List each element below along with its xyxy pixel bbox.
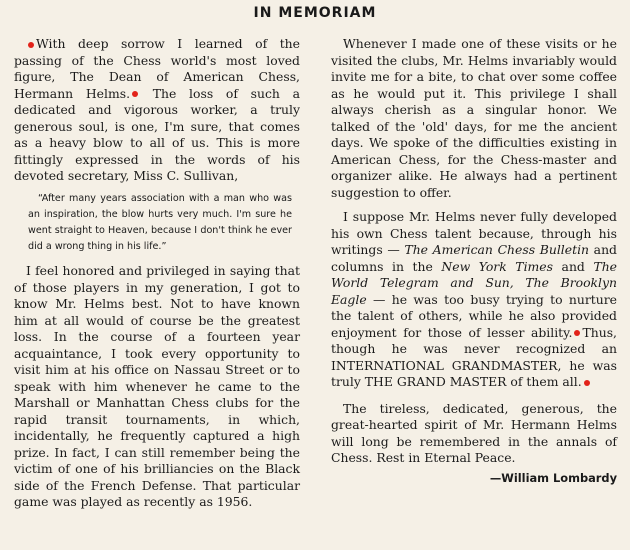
paragraph-acquaintance: I feel honored and privileged in saying that of those players in my generation, I got to know Mr. Helms best. Not to have known him at all would of course be the greatest loss. In the course of a fourteen year acquaintance, I took every opportunity to visit him at his office on Nassau Street or to speak with him whenever he came to the Marshall or Manhattan Chess clubs for the rapid transit tournaments, in which, incidentally, he frequently captured a high prize. In fact, I can still remember being the victim of one of his brilliancies on the Black side of the French Defense. That particular game was played as recently as 1956. xyxy=(14,263,300,510)
grandmaster-text: Thus, though he was never recognized an INTERNATIONAL GRANDMASTER, he was truly THE GRAND MASTER of them all. xyxy=(331,324,617,389)
left-column xyxy=(14,36,300,515)
right-column xyxy=(331,36,617,486)
talent-text-2: and columns in the xyxy=(331,242,617,274)
talent-text-4: — he was too busy trying to nurture the talent of others, while he also provided enjoyment for those of lesser ability. xyxy=(331,291,617,340)
red-marker-dot xyxy=(28,42,34,48)
paragraph-visits: Whenever I made one of these visits or he visited the clubs, Mr. Helms invariably would invite me for a bite, to chat over some coffee as he would put it. This privilege I shall always cherish as a singular honor. We talked of the 'old' days, for me the ancient days. We spoke of the difficulties existing in American Chess, for the Chess-master and organizer alike. He always had a pertinent suggestion to offer. xyxy=(331,36,617,200)
author-signature: —William Lombardy xyxy=(489,470,617,485)
red-marker-dot xyxy=(584,380,590,386)
paragraph-closing: The tireless, dedicated, generous, the great-hearted spirit of Mr. Hermann Helms will long be remembered in the annals of Chess. Rest in Eternal Peace. xyxy=(331,400,617,465)
secretary-quote: “After many years association with a man who was an inspiration, the blow hurts very much. I'm sure he went straight to Heaven, because I don't think he ever did a wrong thing in his life.” xyxy=(28,192,292,253)
opening-sentence: With deep sorrow I learned of the passing of the Chess world's most loved figure, The Dean of American Chess, Hermann Helms. xyxy=(14,36,300,101)
title-new-york-times: New York Times xyxy=(441,258,553,274)
title-american-chess-bulletin: The American Chess Bulletin xyxy=(404,242,590,257)
title-newspapers: The World Telegram and Sun, The Brooklyn Eagle xyxy=(331,258,618,307)
page-title: IN MEMORIAM xyxy=(253,5,377,21)
talent-text-3: and xyxy=(552,258,594,274)
red-marker-dot xyxy=(574,330,580,336)
opening-continuation: The loss of such a dedicated and vigorous worker, a truly generous soul, is one, I'm sure, that comes as a heavy blow to all of us. This is more fittingly expressed in the words of his devoted secretary, Miss C. Sullivan, xyxy=(14,85,301,183)
talent-text-1: I suppose Mr. Helms never fully developed his own Chess talent because, through his writings — xyxy=(331,209,617,257)
paragraph-talent xyxy=(331,209,617,391)
red-marker-dot xyxy=(132,91,138,97)
paragraph-opening xyxy=(14,36,300,185)
